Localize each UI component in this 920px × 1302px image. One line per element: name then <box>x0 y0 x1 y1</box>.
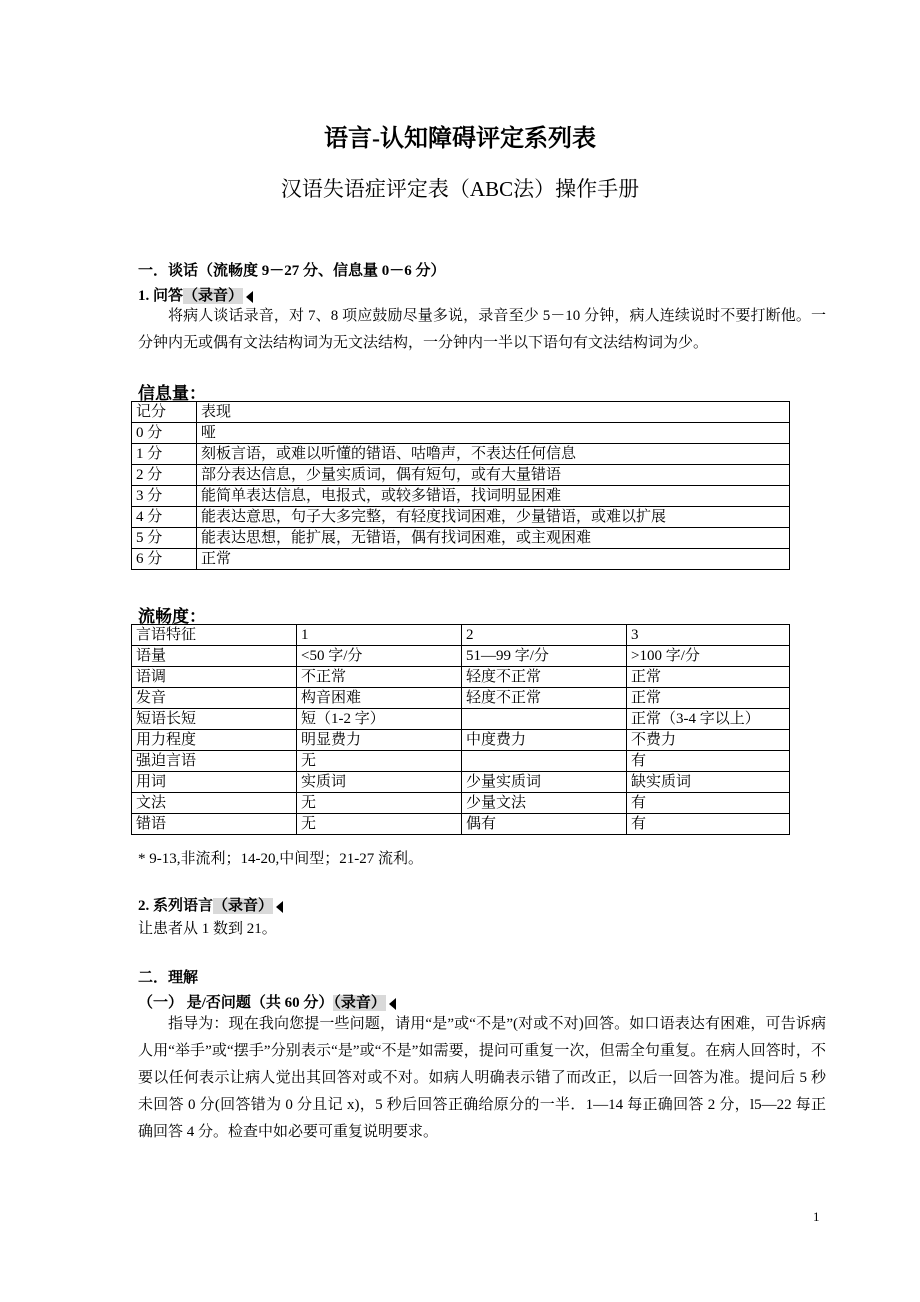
table-row <box>132 793 790 814</box>
table-row <box>132 667 790 688</box>
table-cell: 明显费力 <box>297 730 462 751</box>
table-cell: 缺实质词 <box>627 772 790 793</box>
document-title: 语言-认知障碍评定系列表 <box>324 126 596 152</box>
table-row <box>132 646 790 667</box>
fluency-table <box>131 624 790 835</box>
table-cell: 0 分 <box>132 423 197 444</box>
table-cell: 记分 <box>132 402 197 423</box>
table-cell: 正常 <box>197 549 790 570</box>
table-row <box>132 465 790 486</box>
table-cell: 文法 <box>132 793 297 814</box>
table-cell: 轻度不正常 <box>462 688 627 709</box>
table-row <box>132 730 790 751</box>
table-cell: 中度费力 <box>462 730 627 751</box>
table-cell <box>462 751 627 772</box>
document-subtitle: 汉语失语症评定表（ABC法）操作手册 <box>280 177 640 201</box>
table-cell: 少量实质词 <box>462 772 627 793</box>
record-link[interactable]: （录音） <box>333 995 386 1011</box>
speaker-icon[interactable] <box>246 291 253 303</box>
table-cell: 正常 <box>627 667 790 688</box>
table-cell: 有 <box>627 814 790 835</box>
table-row <box>132 486 790 507</box>
page-number: 1 <box>813 1209 820 1224</box>
table-cell: 强迫言语 <box>132 751 297 772</box>
speaker-icon[interactable] <box>389 998 396 1010</box>
q1-label: 1. 问答 <box>138 288 184 304</box>
q1-heading <box>138 284 253 305</box>
table-cell: <50 字/分 <box>297 646 462 667</box>
fluency-heading: 流畅度： <box>138 607 206 626</box>
info-table <box>131 401 790 570</box>
q1-text: 将病人谈话录音，对 7、8 项应鼓励尽量多说，录音至少 5－10 分钟，病人连续说时不要打断他。一分钟内无或偶有文法结构词为无文法结构，一分钟内一半以下语句有文法结构词为少。 <box>138 308 826 351</box>
yesno-label: （一） 是/否问题（共 60 分） <box>138 995 334 1011</box>
table-row <box>132 751 790 772</box>
table-cell: 能表达意思，句子大多完整，有轻度找词困难，少量错语，或难以扩展 <box>197 507 790 528</box>
table-cell: 哑 <box>197 423 790 444</box>
table-cell <box>462 709 627 730</box>
table-row <box>132 688 790 709</box>
table-cell: 实质词 <box>297 772 462 793</box>
table-cell: 能表达思想，能扩展，无错语，偶有找词困难，或主观困难 <box>197 528 790 549</box>
table-cell: 偶有 <box>462 814 627 835</box>
table-cell: 用力程度 <box>132 730 297 751</box>
table-cell: 不正常 <box>297 667 462 688</box>
table-cell: 语调 <box>132 667 297 688</box>
table-cell: 2 <box>462 625 627 646</box>
record-link[interactable]: （录音） <box>183 288 244 304</box>
table-cell: 表现 <box>197 402 790 423</box>
table-row <box>132 507 790 528</box>
table-cell: 言语特征 <box>132 625 297 646</box>
table-cell: 无 <box>297 793 462 814</box>
table-cell: 用词 <box>132 772 297 793</box>
section1-heading: 一．谈话（流畅度 9－27 分、信息量 0－6 分） <box>138 263 446 279</box>
table-cell: 不费力 <box>627 730 790 751</box>
table-cell: 发音 <box>132 688 297 709</box>
table-cell: 刻板言语，或难以听懂的错语、咕噜声，不表达任何信息 <box>197 444 790 465</box>
yesno-heading <box>138 991 396 1012</box>
table-row <box>132 814 790 835</box>
section2-heading: 二．理解 <box>138 970 199 986</box>
table-row <box>132 444 790 465</box>
table-row <box>132 549 790 570</box>
table-cell: 短（1-2 字） <box>297 709 462 730</box>
table-cell: 错语 <box>132 814 297 835</box>
table-cell: >100 字/分 <box>627 646 790 667</box>
table-cell: 少量文法 <box>462 793 627 814</box>
table-row <box>132 528 790 549</box>
table-cell: 6 分 <box>132 549 197 570</box>
yesno-text: 指导为：现在我向您提一些问题，请用“是”或“不是”(对或不对)回答。如口语表达有困难，可告诉病人用“举手”或“摆手”分别表示“是”或“不是”如需要，提问可重复一次，但需全句重复。在病人回答时，不要以任何表示让病人觉出其回答对或不对。如病人明确表示错了而改正，以后一回答为准。提问后 5 秒未回答 0 分(回答错为 0 分且记 x)，5 秒后回答正确给原分的一半．1—14 每正确回答 2 分，l5—22 每正确回答 4 分。检查中如必要可重复说明要求。 <box>138 1016 826 1140</box>
table-cell: 4 分 <box>132 507 197 528</box>
table-cell: 3 分 <box>132 486 197 507</box>
record-link[interactable]: （录音） <box>213 898 274 914</box>
table-cell: 轻度不正常 <box>462 667 627 688</box>
table-row <box>132 772 790 793</box>
q2-label: 2. 系列语言 <box>138 898 214 914</box>
q2-text: 让患者从 1 数到 21。 <box>138 921 277 937</box>
table-row <box>132 423 790 444</box>
table-row <box>132 625 790 646</box>
table-cell: 3 <box>627 625 790 646</box>
fluency-note: * 9-13,非流利；14-20,中间型；21-27 流利。 <box>138 851 423 867</box>
table-cell: 构音困难 <box>297 688 462 709</box>
table-cell: 有 <box>627 751 790 772</box>
table-cell: 1 <box>297 625 462 646</box>
table-cell: 5 分 <box>132 528 197 549</box>
q2-heading <box>138 894 283 915</box>
table-row <box>132 402 790 423</box>
table-cell: 有 <box>627 793 790 814</box>
table-cell: 部分表达信息，少量实质词，偶有短句，或有大量错语 <box>197 465 790 486</box>
info-heading: 信息量： <box>138 384 206 403</box>
table-cell: 无 <box>297 814 462 835</box>
table-cell: 无 <box>297 751 462 772</box>
table-cell: 能简单表达信息，电报式，或较多错语，找词明显困难 <box>197 486 790 507</box>
table-cell: 2 分 <box>132 465 197 486</box>
table-cell: 51—99 字/分 <box>462 646 627 667</box>
table-cell: 短语长短 <box>132 709 297 730</box>
table-row <box>132 709 790 730</box>
table-cell: 语量 <box>132 646 297 667</box>
table-cell: 1 分 <box>132 444 197 465</box>
speaker-icon[interactable] <box>276 901 283 913</box>
table-cell: 正常（3-4 字以上） <box>627 709 790 730</box>
table-cell: 正常 <box>627 688 790 709</box>
